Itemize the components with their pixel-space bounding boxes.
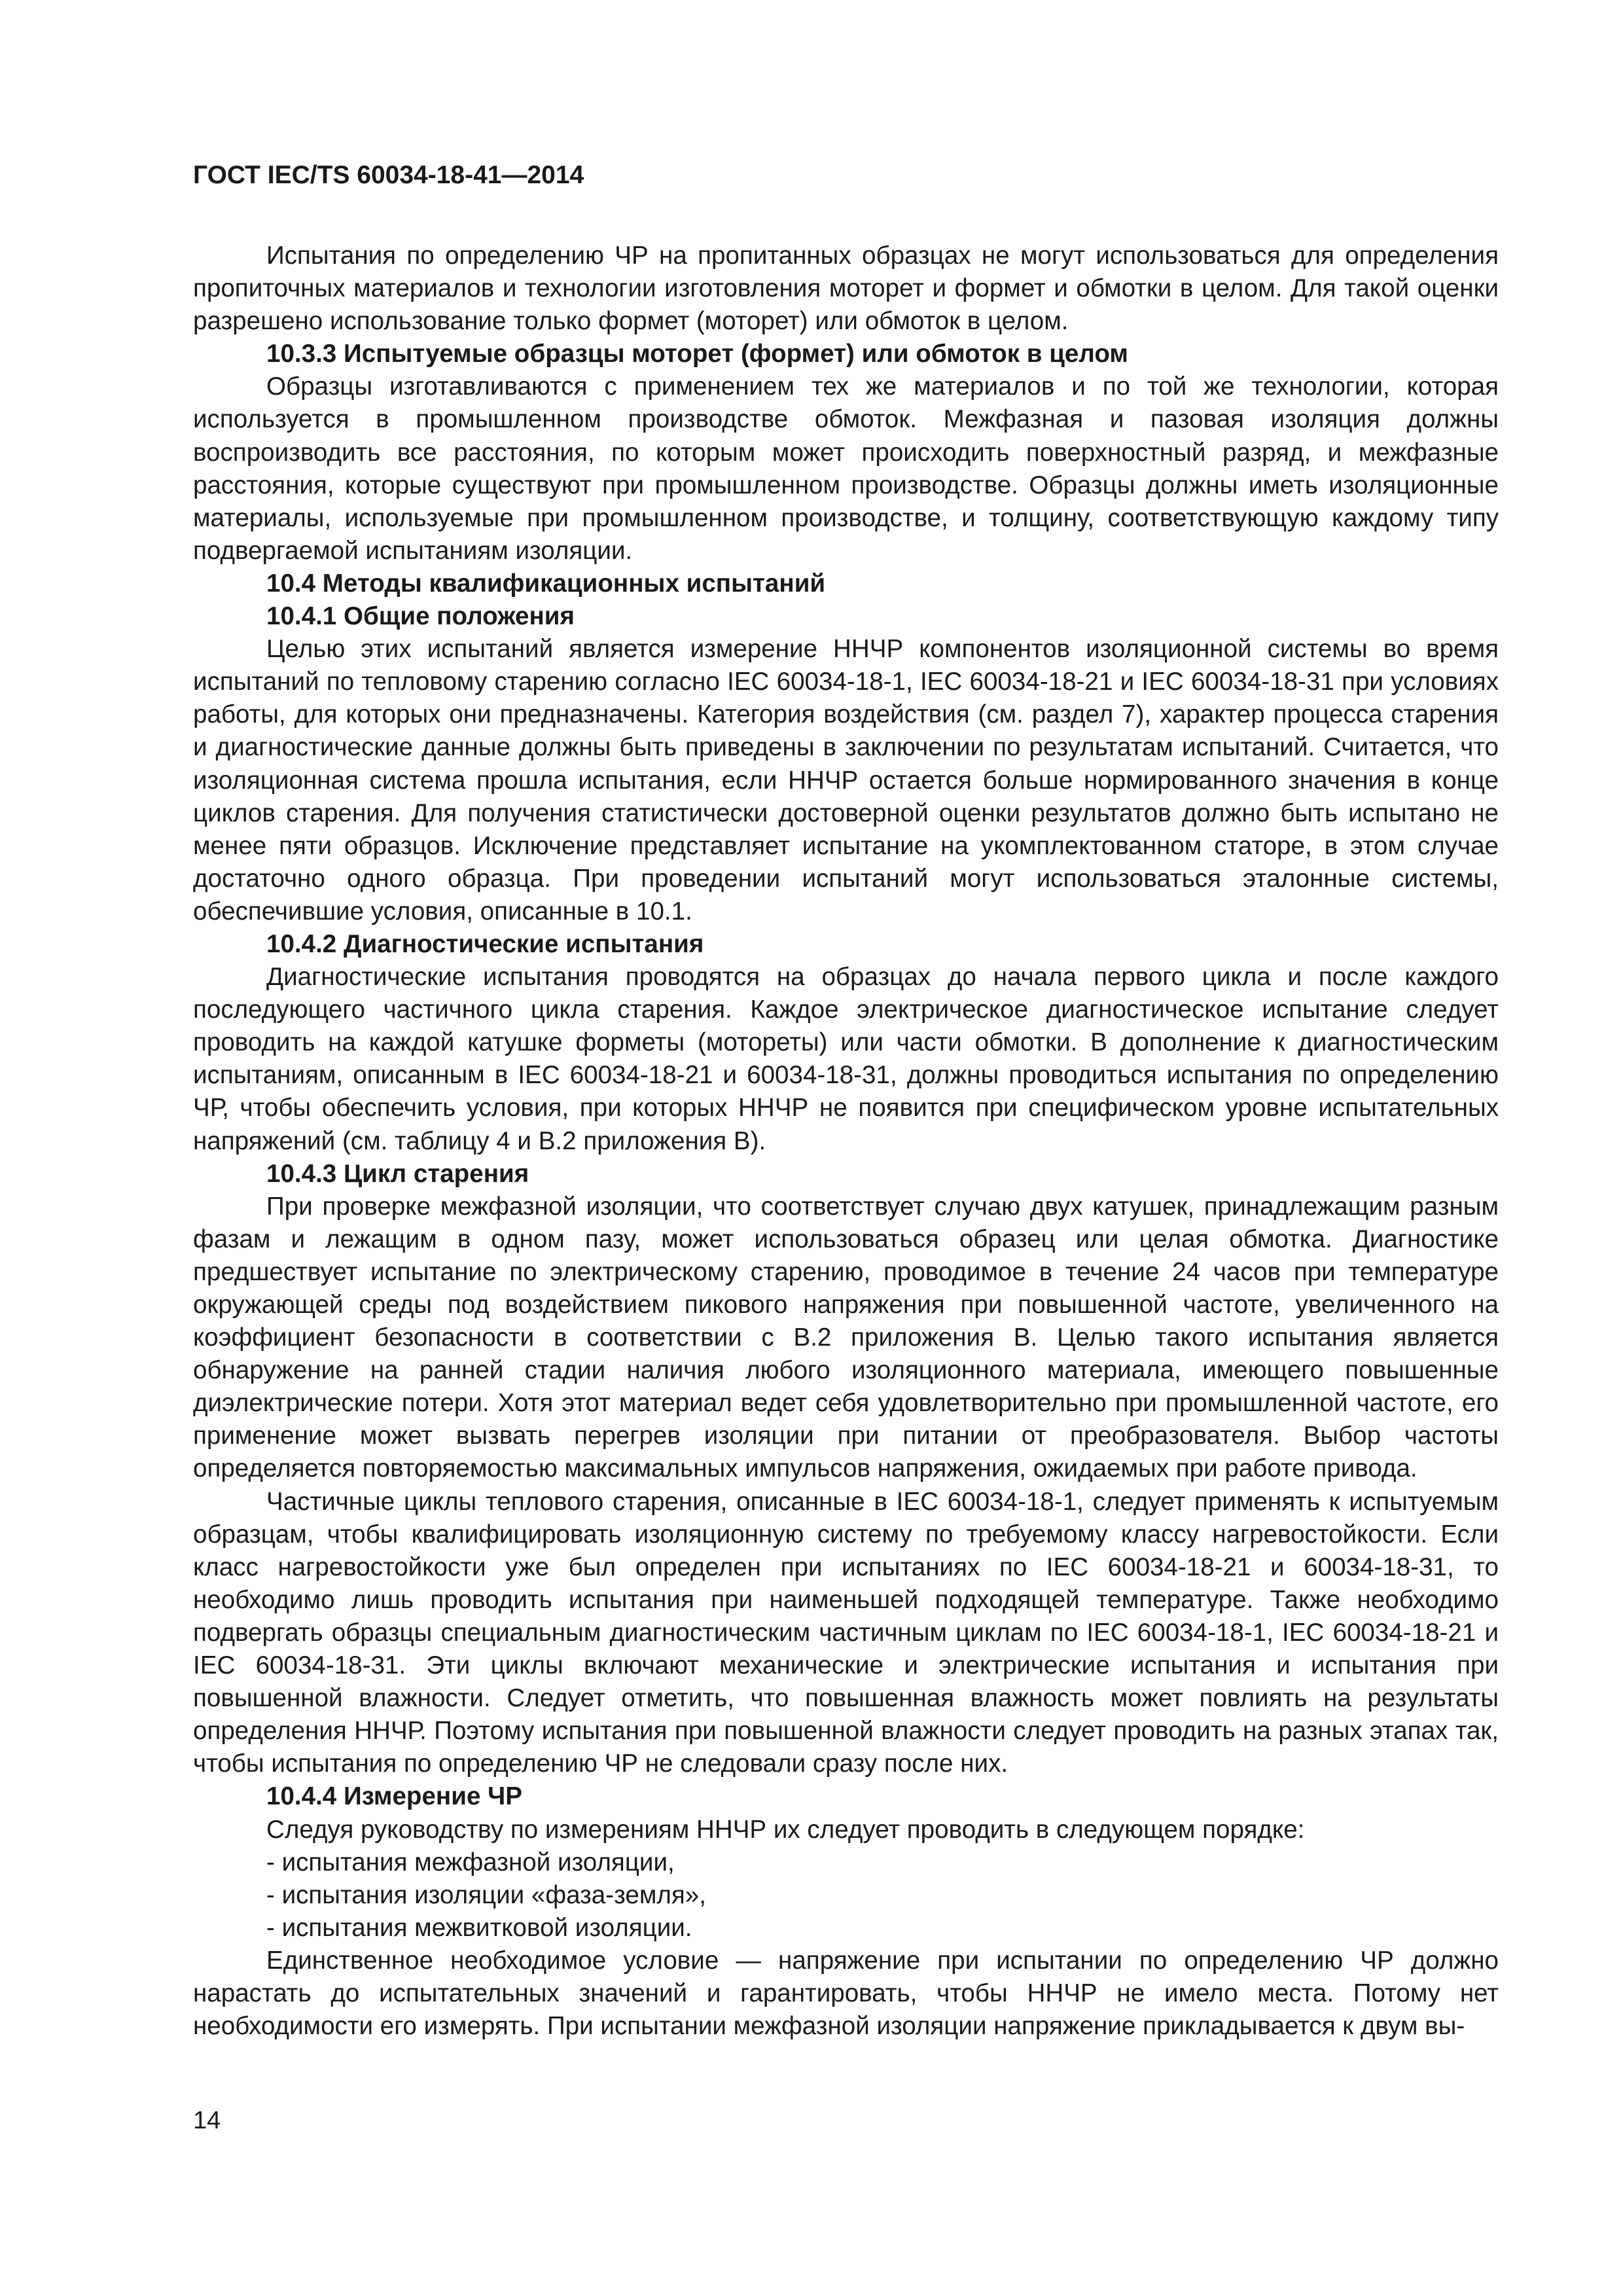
list-item: - испытания межвитковой изоляции. — [266, 1913, 692, 1942]
document-page — [193, 157, 1499, 2043]
paragraph: Целью этих испытаний является измерение ННЧР компонентов изоляционной системы во время испытаний по тепловому старению согласно IEC 60034-18-1, IEC 60034-18-21 и IEC 60034-18-31 при условиях работы, для которых они предназначены. Категория воздействия (см. раздел 7), характер процесса старения и диагностические данные должны быть приведены в заключении по результатам испытаний. Считается, что изоляционная система прошла испытания, если ННЧР остается больше нормированного значения в конце циклов старения. Для получения статистически достоверной оценки результатов должно быть испытано не менее пяти образцов. Исключение представляет испытание на укомплектованном статоре, в этом случае достаточно одного образца. При проведении испытаний могут использоваться эталонные системы, обеспечившие условия, описанные в 10.1. — [193, 635, 1499, 925]
paragraph: При проверке межфазной изоляции, что соответствует случаю двух катушек, принадлежащим разным фазам и лежащим в одном пазу, может использоваться образец или целая обмотка. Диагностике предшествует испытание по электрическому старению, проводимое в течение 24 часов при температуре окружающей среды под воздействием пикового напряжения при повышенной частоте, увеличенного на коэффициент безопасности в соответствии с B.2 приложения B. Целью такого испытания является обнаружение на ранней стадии наличия любого изоляционного материала, имеющего повышенные диэлектрические потери. Хотя этот материал ведет себя удовлетворительно при промышленной частоте, его применение может вызвать перегрев изоляции при питании от преобразователя. Выбор частоты определяется повторяемостью максимальных импульсов напряжения, ожидаемых при работе привода. — [193, 1192, 1499, 1483]
list-item: - испытания изоляции «фаза-земля», — [266, 1880, 706, 1909]
section-heading: 10.4 Методы квалификационных испытаний — [266, 569, 826, 598]
section-heading: 10.4.3 Цикл старения — [266, 1159, 529, 1188]
paragraph: Диагностические испытания проводятся на образцах до начала первого цикла и после каждого последующего частичного цикла старения. Каждое электрическое диагностическое испытание следует проводить на каждой катушке форметы (мотореты) или части обмотки. В дополнение к диагностическим испытаниям, описанным в IEC 60034-18-21 и 60034-18-31, должны проводиться испытания по определению ЧР, чтобы обеспечить условия, при которых ННЧР не появится при специфическом уровне испытательных напряжений (см. таблицу 4 и B.2 приложения B). — [193, 963, 1499, 1155]
paragraph: Частичные циклы теплового старения, описанные в IEC 60034-18-1, следует применять к испытуемым образцам, чтобы квалифицировать изоляционную систему по требуемому классу нагревостойкости. Если класс нагревостойкости уже был определен при испытаниях по IEC 60034-18-21 и 60034-18-31, то необходимо лишь проводить испытания при наименьшей подходящей температуре. Также необходимо подвергать образцы специальным диагностическим частичным циклам по IEC 60034-18-1, IEC 60034-18-21 и IEC 60034-18-31. Эти циклы включают механические и электрические испытания и испытания при повышенной влажности. Следует отметить, что повышенная влажность может повлиять на результаты определения ННЧР. Поэтому испытания при повышенной влажности следует проводить на разных этапах так, чтобы испытания по определению ЧР не следовали сразу после них. — [193, 1487, 1499, 1778]
section-heading: 10.4.4 Измерение ЧР — [266, 1782, 522, 1811]
paragraph: Образцы изготавливаются с применением тех же материалов и по той же технологии, которая используется в промышленном производстве обмоток. Межфазная и пазовая изоляция должны воспроизводить все расстояния, по которым может происходить поверхностный разряд, и межфазные расстояния, которые существуют при промышленном производстве. Образцы должны иметь изоляционные материалы, используемые при промышленном производстве, и толщину, соответствующую каждому типу подвергаемой испытаниям изоляции. — [193, 372, 1499, 565]
section-heading: 10.4.2 Диагностические испытания — [266, 929, 704, 958]
paragraph: Испытания по определению ЧР на пропитанных образцах не могут использоваться для определения пропиточных материалов и технологии изготовления моторет и формет и обмотки в целом. Для такой оценки разрешено использование только формет (моторет) или обмоток в целом. — [193, 242, 1499, 336]
list-item: - испытания межфазной изоляции, — [266, 1848, 675, 1876]
document-header: ГОСТ IEC/TS 60034-18-41—2014 — [193, 161, 584, 189]
page-number: 14 — [193, 2107, 221, 2134]
paragraph: Следуя руководству по измерениям ННЧР их следует проводить в следующем порядке: — [266, 1815, 1305, 1844]
section-heading: 10.4.1 Общие положения — [266, 602, 575, 631]
paragraph: Единственное необходимое условие — напряжение при испытании по определению ЧР должно нарастать до испытательных значений и гарантировать, чтобы ННЧР не имело места. Потому нет необходимости его измерять. При испытании межфазной изоляции напряжение прикладывается к двум вы- — [193, 1946, 1499, 2041]
document-body — [193, 240, 1499, 2043]
section-heading: 10.3.3 Испытуемые образцы моторет (формет) или обмоток в целом — [266, 340, 1128, 368]
